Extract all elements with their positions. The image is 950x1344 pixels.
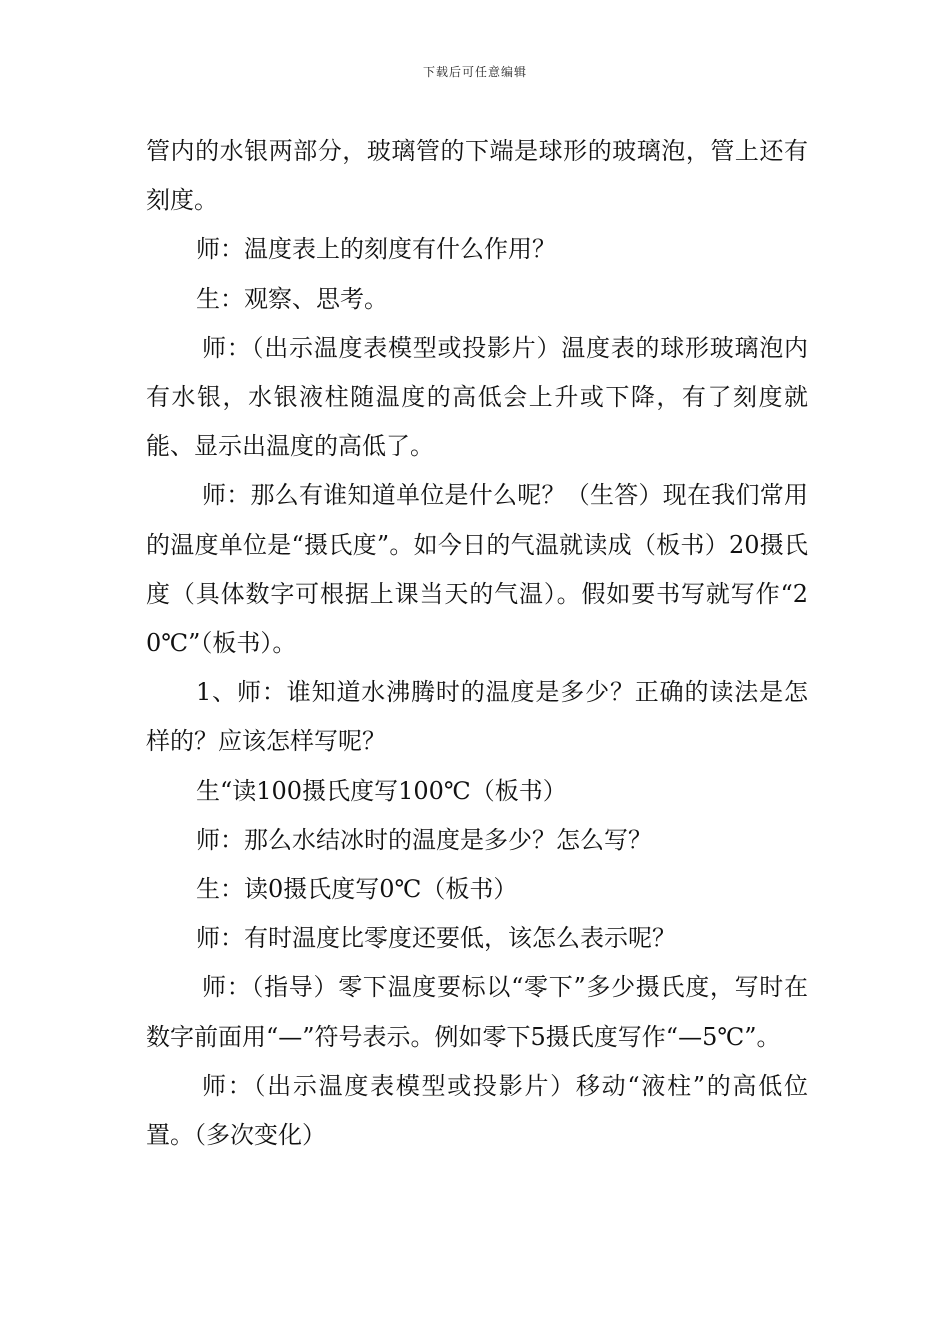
page-header: 下载后可任意编辑: [422, 65, 527, 79]
paragraph-below-zero-guidance: 师：（指导）零下温度要标以“零下”多少摄氏度，写时在数字前面用“—”符号表示。例如零下5摄氏度写作“—5℃”。: [146, 973, 808, 1051]
paragraph-continuation: 管内的水银两部分，玻璃管的下端是球形的玻璃泡，管上还有刻度。: [146, 137, 808, 215]
paragraph-student-freezing-answer: 生：读0摄氏度写0℃（板书）: [196, 875, 518, 904]
paragraph-move-liquid-column: 师：（出示温度表模型或投影片）移动“液柱”的高低位置。（多次变化）: [146, 1071, 808, 1150]
paragraph-student-observe: 生：观察、思考。: [196, 284, 388, 313]
paragraph-freezing-question: 师：那么水结冰时的温度是多少？怎么写？: [196, 825, 652, 854]
paragraph-teacher-unit: 师：那么有谁知道单位是什么呢？（生答）现在我们常用的温度单位是“摄氏度”。如今日的气温就读成（板书）20摄氏度（具体数字可根据上课当天的气温）。假如要书写就写作“20℃”（板书）。: [146, 481, 808, 658]
paragraph-boiling-question: 1、师：谁知道水沸腾时的温度是多少？正确的读法是怎样的？应该怎样写呢？: [146, 678, 808, 756]
paragraph-student-boiling-answer: 生“读100摄氏度写100℃（板书）: [196, 776, 567, 805]
paragraph-teacher-thermometer-model: 师：（出示温度表模型或投影片）温度表的球形玻璃泡内有水银，水银液柱随温度的高低会上升或下降，有了刻度就能、显示出温度的高低了。: [146, 333, 808, 461]
document-body: [146, 127, 808, 1160]
paragraph-teacher-question-scale: 师：温度表上的刻度有什么作用？: [196, 235, 556, 264]
paragraph-below-zero-question: 师：有时温度比零度还要低，该怎么表示呢？: [196, 924, 676, 953]
